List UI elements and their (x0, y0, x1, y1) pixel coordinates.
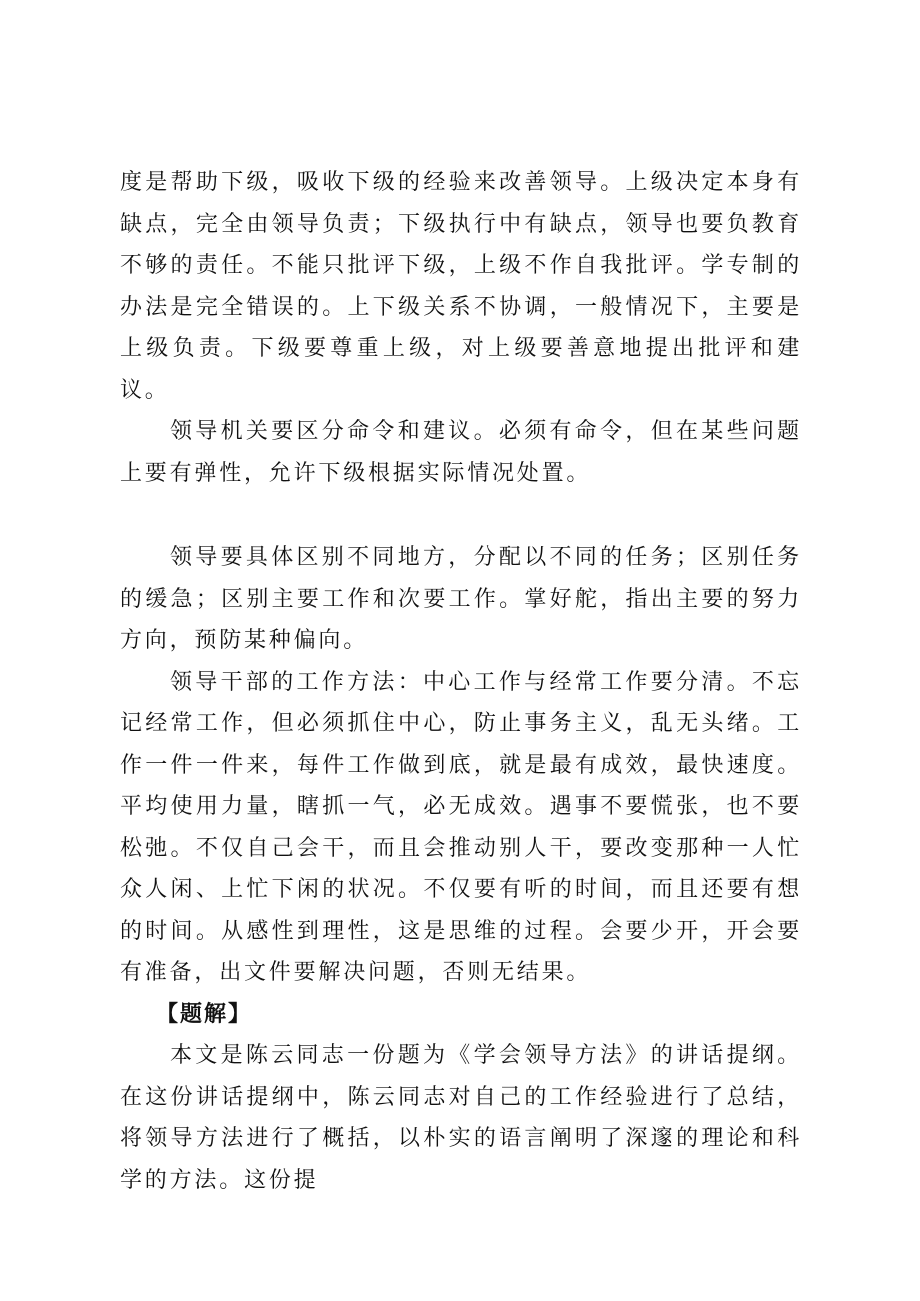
section-heading: 【题解】 (156, 1000, 253, 1027)
paragraph-commentary: 本文是陈云同志一份题为《学会领导方法》的讲话提纲。在这份讲话提纲中，陈云同志对自己的工作经验进行了总结，将领导方法进行了概括，以朴实的语言阐明了深邃的理论和科学的方法。这份提 (120, 1043, 802, 1193)
paragraph-work-methods: 领导干部的工作方法：中心工作与经常工作要分清。不忘记经常工作，但必须抓住中心，防止事务主义，乱无头绪。工作一件一件来，每件工作做到底，就是最有成效，最快速度。平均使用力量，瞎抓一气，必无成效。遇事不要慌张，也不要松弛。不仅自己会干，而且会推动别人干，要改变那种一人忙众人闲、上忙下闲的状况。不仅要有听的时间，而且还要有想的时间。从感性到理性，这是思维的过程。会要少开，开会要有准备，出文件要解决问题，否则无结果。 (120, 669, 802, 985)
document-page (120, 162, 802, 1201)
paragraph-commands-suggestions: 领导机关要区分命令和建议。必须有命令，但在某些问题上要有弹性，允许下级根据实际情况处置。 (120, 419, 802, 486)
paragraph-continued: 度是帮助下级，吸收下级的经验来改善领导。上级决定本身有缺点，完全由领导负责；下级执行中有缺点，领导也要负教育不够的责任。不能只批评下级，上级不作自我批评。学专制的办法是完全错误的。上下级关系不协调，一般情况下，主要是上级负责。下级要尊重上级，对上级要善意地提出批评和建议。 (120, 170, 802, 403)
paragraph-spacer (120, 494, 802, 537)
paragraph-task-distinction: 领导要具体区别不同地方，分配以不同的任务；区别任务的缓急；区别主要工作和次要工作。掌好舵，指出主要的努力方向，预防某种偏向。 (120, 545, 802, 653)
